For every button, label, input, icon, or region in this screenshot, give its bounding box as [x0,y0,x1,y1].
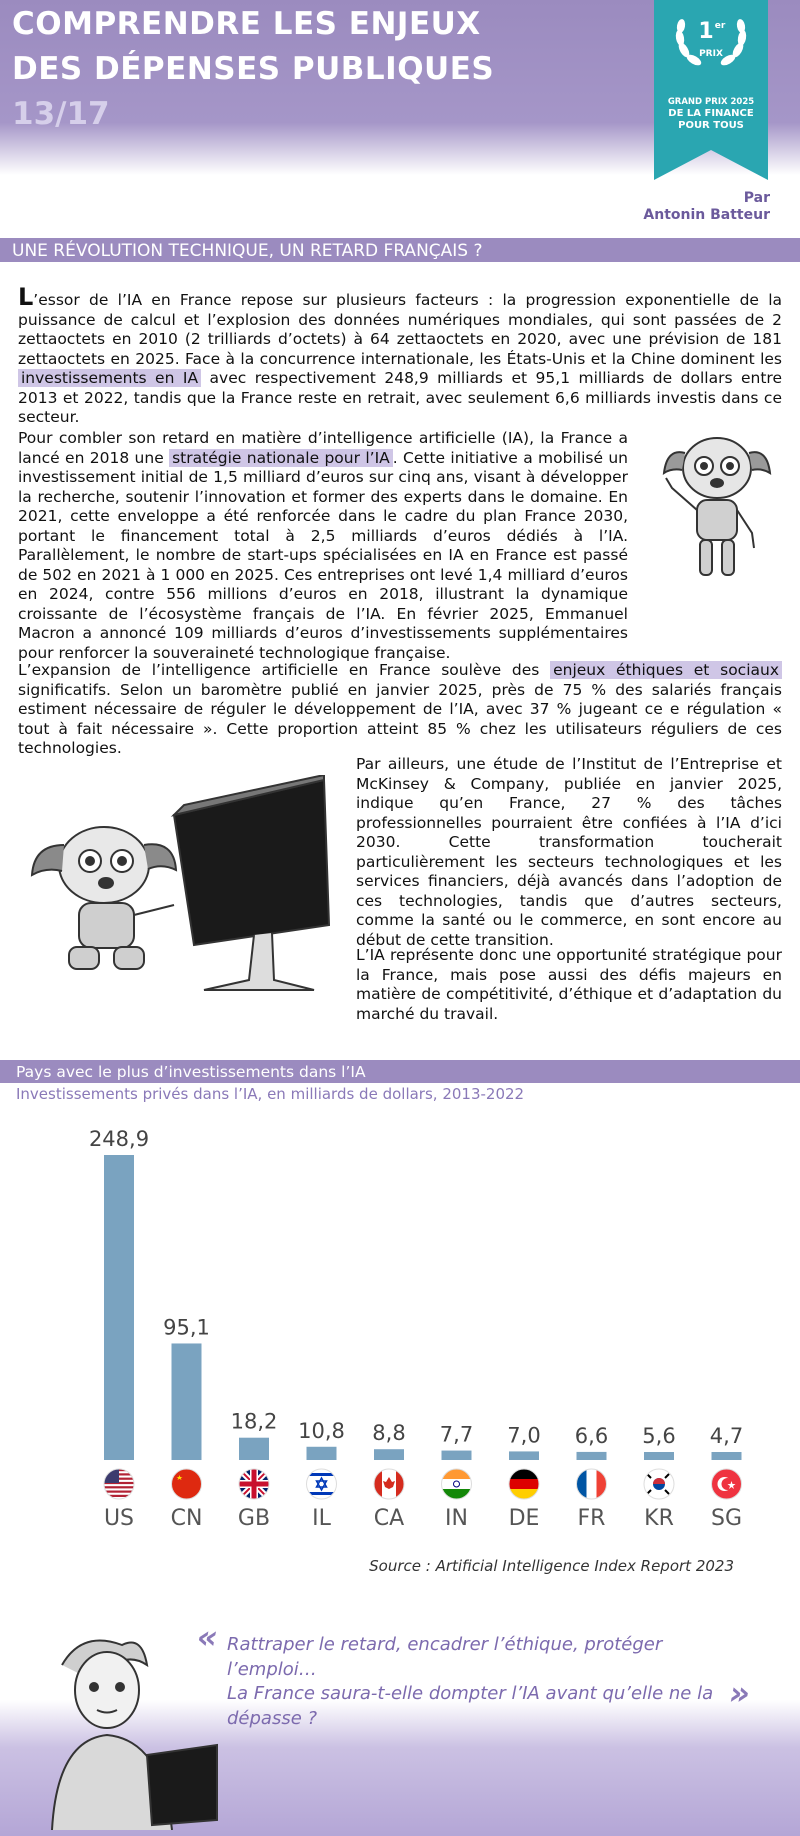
category-label-GB: GB [237,1506,271,1531]
quote-open-icon: « [197,1618,218,1656]
paragraph-text: Pour combler son retard en matière d’intelligence artificielle (IA), la France a lancé en 2018 une [18,429,628,467]
value-label-KR: 5,6 [642,1424,676,1448]
paragraph-intro [18,283,782,428]
bar-CN [172,1343,202,1460]
bar-FR [577,1452,607,1460]
section-title: UNE RÉVOLUTION TECHNIQUE, UN RETARD FRANÇAIS ? [12,241,483,261]
category-label-US: US [103,1506,135,1531]
highlight-strategie: stratégie nationale pour l’IA [169,449,393,467]
paragraph-ethics [18,661,782,759]
value-label-IN: 7,7 [439,1422,474,1447]
flag-cn-icon [172,1469,202,1499]
flag-de-icon [509,1469,539,1499]
paragraph-conclusion: L’IA représente donc une opportunité stratégique pour la France, mais pose aussi des défis majeurs en matière de compétitivité, d’éthique et d’adaptation du marché du travail. [356,946,782,1023]
flag-il-icon [307,1469,337,1499]
page-number: 13/17 [12,96,110,132]
paragraph-text: significatifs. Selon un baromètre publié en janvier 2025, près de 75 % des salariés français estiment nécessaire de réguler le développement de l’IA, avec 37 % jugeant ce e régulation « tout à fait nécessaire ». Cette proportion atteint 85 % chez les utilisateurs réguliers de ces technologies. [18,680,782,757]
flag-us-icon [104,1469,134,1499]
value-label-SG: 4,7 [709,1424,744,1448]
flag-gb-icon [239,1469,269,1499]
bar-chart [0,1110,800,1540]
byline [643,190,770,224]
category-label-KR: KR [644,1506,674,1531]
value-label-GB: 18,2 [230,1409,278,1434]
chart-source: Source : Artificial Intelligence Index Report 2023 [369,1557,734,1575]
bar-US [104,1155,134,1460]
award-prix: PRIX [699,49,723,59]
flag-ca-icon [374,1469,404,1499]
highlight-enjeux: enjeux éthiques et sociaux [550,661,782,679]
bar-KR [644,1452,674,1460]
closing-quote [197,1618,750,1731]
quote-line-1: Rattraper le retard, encadrer l’éthique, protéger l’emploi… [227,1634,663,1680]
value-label-IL: 10,8 [298,1418,345,1443]
category-label-FR: FR [577,1506,606,1531]
value-label-CA: 8,8 [372,1421,406,1446]
flag-sg-icon [712,1469,742,1499]
award-line-1: GRAND PRIX 2025 [667,97,755,107]
award-rank: 1 [698,19,714,44]
bar-IN [442,1451,472,1460]
chart-title: Pays avec le plus d’investissements dans l’IA [16,1063,366,1081]
paragraph-text: avec respectivement 248,9 milliards et 95,1 milliards de dollars entre 2013 et 2022, tandis que la France reste en retrait, avec seulement 6,6 milliards investis dans ce secteur. [18,369,782,426]
paragraph-text: L’expansion de l’intelligence artificielle en France soulève des [18,661,551,679]
bar-IL [307,1447,337,1460]
paragraph-text: ’essor de l’IA en France repose sur plusieurs facteurs : la progression exponentielle de la puissance de calcul et l’explosion des données numériques mondiales, qui sont passées de 2 zettaoctets en 2010 (2 trilliards d’octets) à 64 zettaoctets en 2020, avec une prévision de 181 zettaoctets en 2025. Face à la concurrence internationale, les États-Unis et la Chine dominent les [18,291,782,368]
award-line-3: POUR TOUS [678,120,744,131]
quote-line-2: La France saura-t-elle dompter l’IA avant qu’elle ne la dépasse ? [227,1683,714,1729]
award-rank-sup: er [714,21,726,31]
value-label-CN: 95,1 [163,1315,210,1340]
chart-subtitle: Investissements privés dans l’IA, en milliards de dollars, 2013-2022 [16,1085,525,1103]
bar-CA [374,1449,404,1460]
flag-kr-icon [644,1469,674,1499]
flag-fr-icon [577,1469,607,1499]
paragraph-study: Par ailleurs, une étude de l’Institut de l’Entreprise et McKinsey & Company, publiée en janvier 2025, indique qu’en France, 27 % des tâches professionnelles pourraient être confiées à l’IA d’ici 2030. Cette transformation toucherait particulièrement les secteurs technologiques et les services financiers, déjà avancés dans l’adoption de ces technologies, tandis que d’autres secteurs, comme la santé ou le commerce, en sont encore au début de cette transition. [356,755,782,949]
award-line-2: DE LA FINANCE [668,108,754,119]
value-label-US: 248,9 [88,1127,150,1151]
award-ribbon [654,0,768,180]
value-label-FR: 6,6 [574,1423,609,1448]
page-title-line-2: DES DÉPENSES PUBLIQUES [12,51,495,87]
category-label-CN: CN [170,1506,203,1531]
category-label-DE: DE [508,1506,540,1531]
flag-in-icon [442,1469,472,1499]
bar-SG [712,1452,742,1460]
thinking-man-illustration [22,1618,222,1830]
bar-GB [239,1438,269,1460]
robot-dog-illustration [652,428,782,588]
quote-close-icon: » [729,1674,750,1712]
robot-computer-illustration [24,775,334,1005]
highlight-investissements: investissements en IA [18,369,201,387]
category-label-IL: IL [312,1506,331,1531]
page-title-line-1: COMPRENDRE LES ENJEUX [12,6,481,42]
bar-DE [509,1451,539,1460]
paragraph-strategy [18,429,628,663]
value-label-DE: 7,0 [507,1423,541,1448]
paragraph-text: . Cette initiative a mobilisé un investissement initial de 1,5 milliard d’euros sur cinq ans, visant à développer la recherche, soutenir l’innovation et former des experts dans le domaine. En 2021, cette enveloppe a été renforcée dans le cadre du plan France 2030, portant le financement total à 2,5 milliards d’euros dédiés à l’IA. Parallèlement, le nombre de start-ups spécialisées en IA en France est passé de 502 en 2021 à 1 000 en 2025. Ces entreprises ont levé 1,4 milliard d’euros en 2024, contre 556 millions d’euros en 2018, illustrant la dynamique croissante de l’écosystème français de l’IA. En février 2025, Emmanuel Macron a annoncé 109 milliards d’euros d’investissements supplémentaires pour renforcer la souveraineté technologique française. [18,448,628,662]
byline-par: Par [743,190,770,206]
drop-cap: L [18,283,34,311]
category-label-IN: IN [445,1506,468,1531]
byline-author: Antonin Batteur [643,207,770,223]
category-label-SG: SG [710,1506,743,1531]
category-label-CA: CA [373,1506,405,1531]
